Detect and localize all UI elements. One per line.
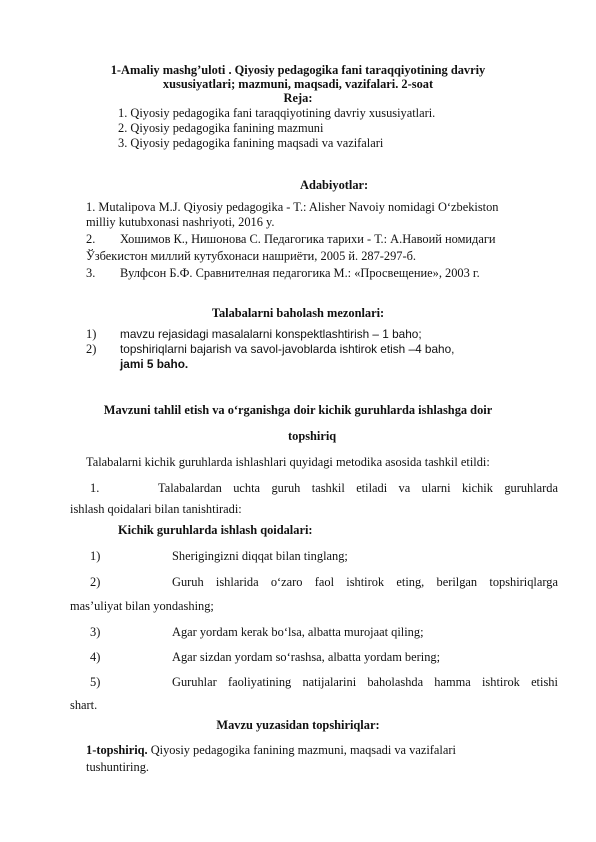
step-1-word: uchta	[233, 481, 261, 495]
rule-1-number: 1)	[90, 549, 101, 563]
literature-item-3-number: 3.	[86, 266, 96, 280]
criteria-item-2-number: 2)	[86, 342, 97, 356]
task-1-text: Qiyosiy pedagogika fanining mazmuni, maqsadi va vazifalari	[147, 743, 456, 757]
step-1-word: va	[398, 481, 411, 495]
literature-heading: Adabiyotlar:	[300, 178, 369, 192]
literature-item-2-line-2: Ўзбекистон миллий кутубхонаси нашриёти, 2005 й. 287-297-б.	[86, 249, 417, 263]
topic-heading-line-2: topshiriq	[288, 429, 337, 443]
rule-2-word: o‘zaro	[270, 575, 303, 589]
title-line-1: 1-Amaliy mashg’uloti . Qiyosiy pedagogika fani taraqqiyotining davriy	[110, 63, 486, 77]
step-1-word: guruh	[271, 481, 301, 495]
literature-item-2-line-1: Хошимов К., Нишонова С. Педагогика тарихи - Т.: А.Навоий номидаги	[120, 232, 496, 246]
rule-5-word: ishtirok	[481, 675, 520, 689]
tasks-heading: Mavzu yuzasidan topshiriqlar:	[216, 718, 380, 732]
rule-2-number: 2)	[90, 575, 101, 589]
task-1-line-2: tushuntiring.	[86, 760, 149, 774]
step-1-word: etiladi	[356, 481, 388, 495]
rule-5-word: etishi	[531, 675, 558, 689]
step-1-word: Talabalardan	[158, 481, 222, 495]
criteria-item-2-text: topshiriqlarni bajarish va savol-javoblarda ishtirok etish –4 baho,	[120, 342, 455, 356]
rule-2-word: Guruh	[172, 575, 204, 589]
rule-2-continuation: mas’uliyat bilan yondashing;	[70, 599, 214, 613]
step-1-word: guruhlarda	[504, 481, 558, 495]
rule-4-number: 4)	[90, 650, 101, 664]
step-1-number: 1.	[90, 481, 100, 495]
rule-3-number: 3)	[90, 625, 101, 639]
criteria-heading: Talabalarni baholash mezonlari:	[211, 306, 385, 320]
rule-2-word: berilgan	[436, 575, 478, 589]
step-1-line-1	[158, 481, 558, 496]
rule-5-line-1	[172, 675, 558, 690]
rule-5-number: 5)	[90, 675, 101, 689]
rule-4-text: Agar sizdan yordam so‘rashsa, albatta yordam bering;	[172, 650, 441, 664]
criteria-item-1-number: 1)	[86, 327, 97, 341]
plan-item-2: 2. Qiyosiy pedagogika fanining mazmuni	[118, 121, 324, 135]
plan-label: Reja:	[283, 91, 313, 105]
step-1-word: kichik	[461, 481, 493, 495]
rule-5-word: faoliyatining	[227, 675, 292, 689]
plan-item-1: 1. Qiyosiy pedagogika fani taraqqiyotining davriy xususiyatlari.	[118, 106, 436, 120]
plan-item-3: 3. Qiyosiy pedagogika fanining maqsadi va vazifalari	[118, 136, 384, 150]
criteria-item-1-text: mavzu rejasidagi masalalarni konspektlashtirish – 1 baho;	[120, 327, 422, 341]
task-1-label: 1-topshiriq.	[86, 743, 148, 757]
literature-item-1-line-1: 1. Mutalipova M.J. Qiyosiy pedagogika - T.: Alisher Navoiy nomidagi O‘zbekiston	[86, 200, 499, 214]
step-1-word: tashkil	[311, 481, 345, 495]
rule-5-word: natijalarini	[302, 675, 357, 689]
step-1-line-2: ishlash qoidalari bilan tanishtiradi:	[70, 502, 242, 516]
rule-2-word: ishtirok	[346, 575, 385, 589]
step-1-word: ularni	[421, 481, 451, 495]
rule-2-word: topshiriqlarga	[489, 575, 558, 589]
rule-2-word: eting,	[396, 575, 425, 589]
task-1-line-1	[86, 743, 456, 758]
rule-1-text: Sherigingizni diqqat bilan tinglang;	[172, 549, 348, 563]
rule-5-word: Guruhlar	[172, 675, 217, 689]
rule-2-line-1	[172, 575, 558, 590]
rule-2-word: faol	[314, 575, 335, 589]
rules-heading: Kichik guruhlarda ishlash qoidalari:	[118, 523, 313, 537]
rule-2-word: ishlarida	[215, 575, 259, 589]
topic-intro: Talabalarni kichik guruhlarda ishlashlari quyidagi metodika asosida tashkil etildi:	[86, 455, 490, 469]
literature-item-1-line-2: milliy kutubxonasi nashriyoti, 2016 y.	[86, 215, 275, 229]
criteria-total: jami 5 baho.	[120, 357, 189, 371]
literature-item-3-line-1: Вулфсон Б.Ф. Сравнителная педагогика М.: «Просвещение», 2003 г.	[120, 266, 480, 280]
rule-5-continuation: shart.	[70, 698, 98, 712]
rule-5-word: hamma	[434, 675, 471, 689]
literature-item-2-number: 2.	[86, 232, 96, 246]
topic-heading-line-1: Mavzuni tahlil etish va o‘rganishga doir kichik guruhlarda ishlashga doir	[103, 403, 493, 417]
title-line-2: xususiyatlari; mazmuni, maqsadi, vazifalari. 2-soat	[162, 77, 434, 91]
rule-5-word: baholashda	[367, 675, 424, 689]
rule-3-text: Agar yordam kerak bo‘lsa, albatta murojaat qiling;	[172, 625, 424, 639]
